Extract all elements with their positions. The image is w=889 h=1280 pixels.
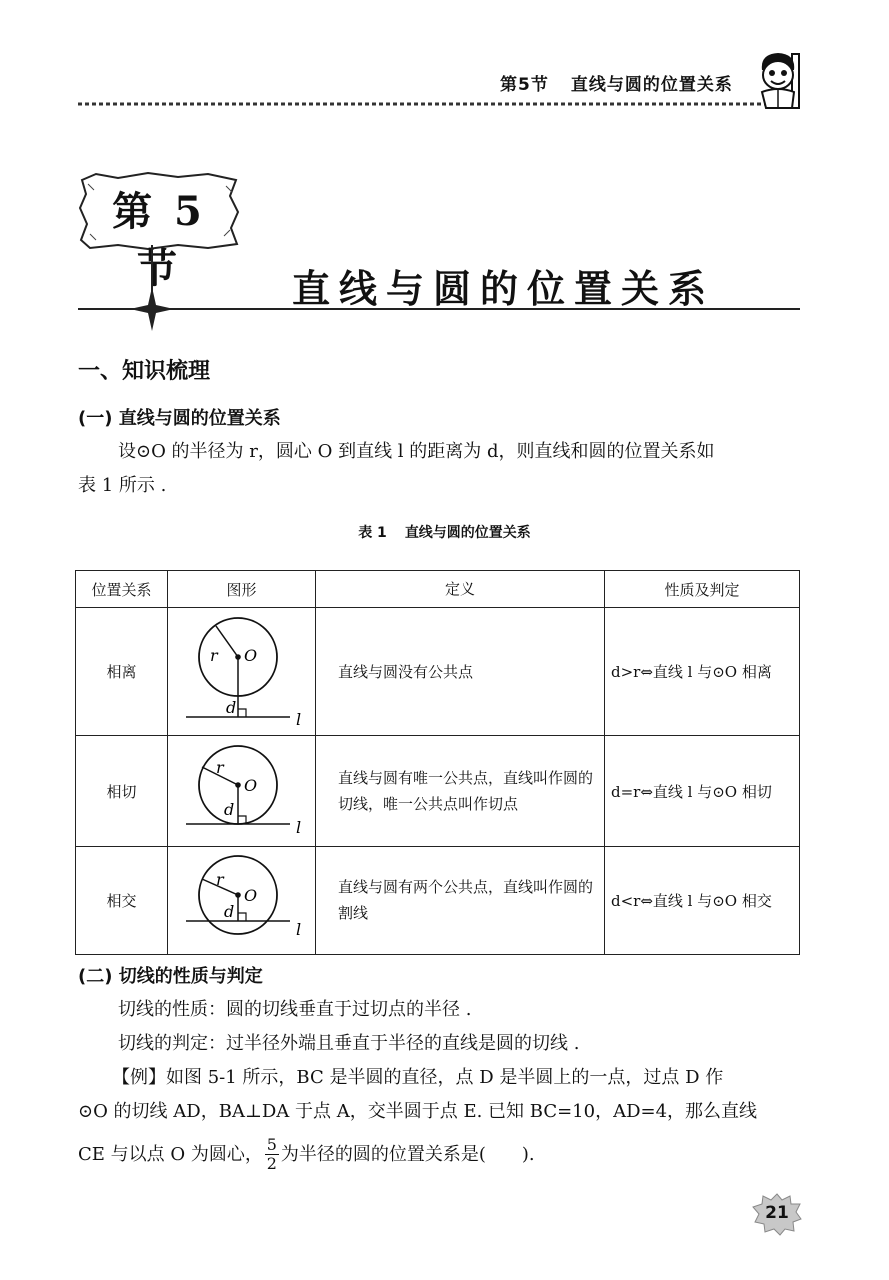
row-relation: 相切: [76, 736, 168, 846]
row-relation: 相交: [76, 846, 168, 954]
tangent-property: 切线的性质：圆的切线垂直于过切点的半径 .: [118, 999, 472, 1020]
row-relation: 相离: [76, 608, 168, 736]
fraction-numerator: 5: [266, 1135, 277, 1154]
figure-separate: [168, 608, 316, 736]
table-header-row: [76, 571, 800, 608]
mascot-boy-icon: [752, 48, 810, 110]
figure-tangent: [168, 736, 316, 846]
section-heading: 一、知识梳理: [78, 359, 211, 384]
label-l: l: [296, 818, 302, 838]
chapter-title: 直线与圆的位置关系: [292, 267, 716, 311]
running-header-title: 直线与圆的位置关系: [570, 75, 733, 95]
subsection-1-heading: (一) 直线与圆的位置关系: [78, 408, 281, 429]
label-r: r: [216, 870, 224, 890]
example-line1: 【例】如图 5-1 所示，BC 是半圆的直径，点 D 是半圆上的一点，过点 D 作: [112, 1067, 724, 1088]
label-l: l: [296, 709, 302, 729]
header-figure: 图形: [168, 571, 316, 608]
fraction: [265, 1136, 279, 1173]
figure-intersect-diagram: [168, 847, 315, 953]
page-number-badge: [752, 1192, 802, 1236]
label-d: d: [224, 800, 235, 820]
row-definition: 直线与圆没有公共点: [316, 608, 605, 736]
figure-tangent-diagram: [168, 737, 315, 845]
table-row: [76, 608, 800, 736]
row-property: d=r⇔直线 l 与⊙O 相切: [605, 736, 800, 846]
subsection-2-heading: (二) 切线的性质与判定: [78, 966, 263, 987]
table-row: [76, 736, 800, 846]
header-dotted-rule: [78, 100, 798, 108]
running-header-section: 第5节: [500, 75, 549, 95]
row-definition: 直线与圆有唯一公共点，直线叫作圆的切线，唯一公共点叫作切点: [316, 736, 605, 846]
example-line2: ⊙O 的切线 AD，BA⊥DA 于点 A，交半圆于点 E. 已知 BC=10，AD=4，那么直线: [78, 1101, 758, 1122]
header-definition: 定义: [316, 571, 605, 608]
label-l: l: [296, 920, 302, 940]
table-caption: [0, 522, 889, 542]
label-d: d: [224, 902, 235, 922]
table-row: [76, 846, 800, 954]
example-line3-start: CE 与以点 O 为圆心，: [78, 1144, 263, 1165]
fraction-denominator: 2: [266, 1154, 277, 1173]
label-r: r: [210, 645, 218, 665]
example-line3: [78, 1136, 535, 1173]
subsection-1-paragraph-line2: 表 1 所示 .: [78, 475, 167, 496]
row-property: d<r⇔直线 l 与⊙O 相交: [605, 846, 800, 954]
figure-intersect: [168, 846, 316, 954]
table-caption-title: 直线与圆的位置关系: [404, 525, 531, 541]
tangent-criterion: 切线的判定：过半径外端且垂直于半径的直线是圆的切线 .: [118, 1033, 580, 1054]
example-line3-end: 为半径的圆的位置关系是( ).: [280, 1144, 535, 1165]
page-number: 21: [765, 1203, 789, 1223]
label-r: r: [216, 758, 224, 778]
subsection-1-paragraph-line1: 设⊙O 的半径为 r，圆心 O 到直线 l 的距离为 d，则直线和圆的位置关系如: [118, 441, 715, 462]
label-d: d: [226, 697, 237, 717]
header-relation: 位置关系: [76, 571, 168, 608]
figure-separate-diagram: [168, 609, 315, 735]
section-sign-label: 第 5 节: [112, 188, 206, 292]
label-o: O: [244, 886, 258, 906]
row-property: d>r⇔直线 l 与⊙O 相离: [605, 608, 800, 736]
relation-table: [75, 570, 800, 955]
label-o: O: [244, 776, 258, 796]
row-definition: 直线与圆有两个公共点，直线叫作圆的割线: [316, 846, 605, 954]
table-caption-number: 表 1: [358, 525, 387, 541]
header-property: 性质及判定: [605, 571, 800, 608]
running-header: [500, 70, 733, 95]
label-o: O: [244, 645, 258, 665]
